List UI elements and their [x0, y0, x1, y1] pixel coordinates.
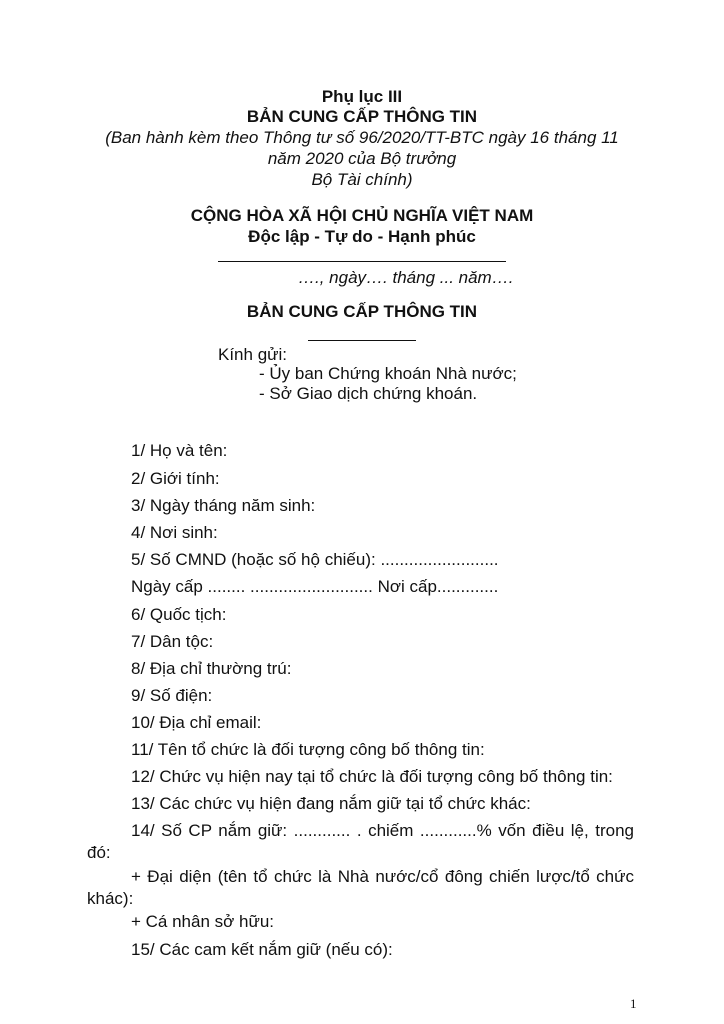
page-number: 1: [630, 996, 637, 1011]
field-organization-name: 11/ Tên tổ chức là đối tượng công bố thông tin:: [131, 740, 485, 759]
date-line: …., ngày…. tháng ... năm….: [298, 268, 514, 287]
field-shares-held: 14/ Số CP nắm giữ: ............ . chiếm ............% vốn điều lệ, trong đó:: [87, 821, 634, 862]
issued-by-line-3: Bộ Tài chính): [311, 170, 413, 189]
form-title: BẢN CUNG CẤP THÔNG TIN: [246, 302, 478, 321]
issued-by-line-1: (Ban hành kèm theo Thông tư số 96/2020/TT-BTC ngày 16 tháng 11: [105, 128, 619, 147]
field-email: 10/ Địa chỉ email:: [131, 713, 262, 732]
field-other-positions: 13/ Các chức vụ hiện đang nắm giữ tại tổ chức khác:: [131, 794, 531, 813]
national-motto: Độc lập - Tự do - Hạnh phúc: [248, 227, 476, 246]
recipient-label: Kính gửi:: [218, 345, 288, 364]
field-permanent-address: 8/ Địa chỉ thường trú:: [131, 659, 292, 678]
field-id-number: 5/ Số CMND (hoặc số hộ chiếu): .........................: [131, 550, 499, 569]
field-shares-owned: + Cá nhân sở hữu:: [131, 912, 275, 931]
field-ethnicity: 7/ Dân tộc:: [131, 632, 214, 651]
recipient-ssc: - Ủy ban Chứng khoán Nhà nước;: [259, 364, 517, 383]
issued-by-line-2: năm 2020 của Bộ trưởng: [267, 149, 457, 168]
document-title: BẢN CUNG CẤP THÔNG TIN: [246, 107, 478, 126]
country-name: CỘNG HÒA XÃ HỘI CHỦ NGHĨA VIỆT NAM: [190, 206, 534, 225]
field-nationality: 6/ Quốc tịch:: [131, 605, 227, 624]
motto-underline: [218, 261, 506, 262]
field-id-issue: Ngày cấp ........ .......................... Nơi cấp.............: [131, 577, 499, 596]
field-current-position: 12/ Chức vụ hiện nay tại tổ chức là đối tượng công bố thông tin:: [131, 767, 613, 786]
recipient-exchange: - Sở Giao dịch chứng khoán.: [259, 384, 478, 403]
form-title-underline: [308, 340, 416, 341]
field-gender: 2/ Giới tính:: [131, 469, 220, 488]
field-place-of-birth: 4/ Nơi sinh:: [131, 523, 218, 542]
appendix-label: Phụ lục III: [321, 87, 403, 106]
field-holding-commitments: 15/ Các cam kết nắm giữ (nếu có):: [131, 940, 393, 959]
field-shares-represented: + Đại diện (tên tổ chức là Nhà nước/cổ đông chiến lược/tổ chức khác):: [87, 867, 634, 908]
field-phone: 9/ Số điện:: [131, 686, 213, 705]
field-full-name: 1/ Họ và tên:: [131, 441, 228, 460]
field-date-of-birth: 3/ Ngày tháng năm sinh:: [131, 496, 316, 515]
